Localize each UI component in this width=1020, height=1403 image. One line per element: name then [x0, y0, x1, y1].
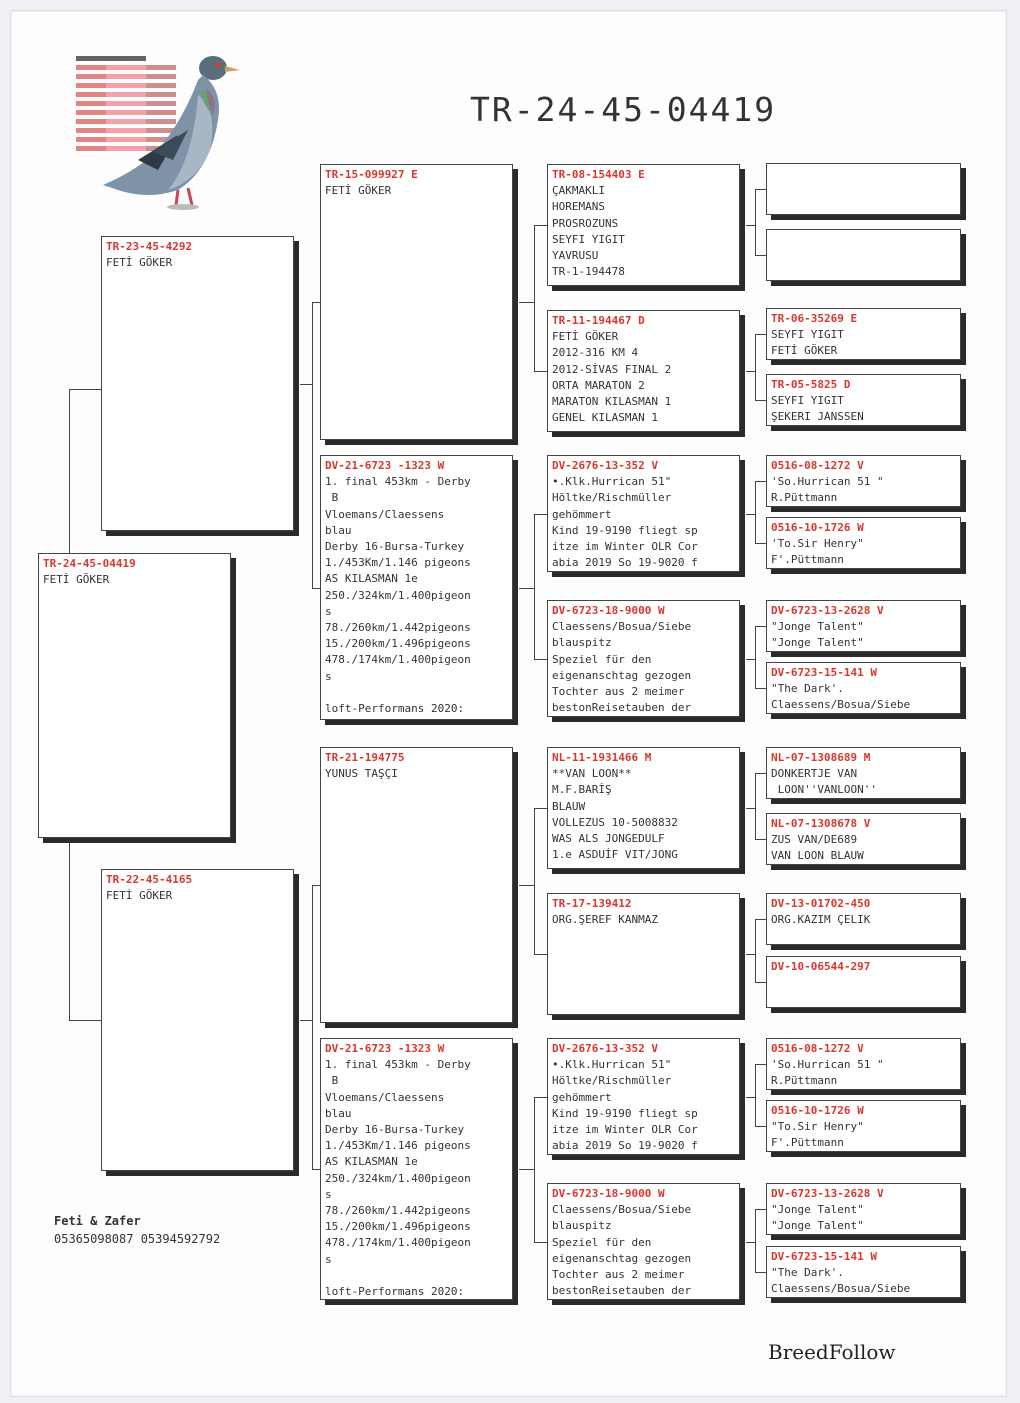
- pedigree-line: [325, 685, 508, 701]
- pedigree-line: •.Klk.Hurrican 51": [552, 1058, 672, 1072]
- pedigree-title: TR-24-45-04419: [470, 90, 777, 129]
- pedigree-box-g4-7: [766, 662, 961, 714]
- pedigree-line: Kind 19-9190 fliegt sp: [552, 523, 698, 537]
- pedigree-line: Kind 19-9190 fliegt sp: [552, 1106, 698, 1120]
- pedigree-line: 478./174km/1.400pigeon: [325, 1236, 471, 1250]
- pedigree-line: bestonReisetauben der: [552, 1284, 692, 1298]
- pigeon-logo: [68, 40, 258, 215]
- pedigree-line: 1./453Km/1.146 pigeons: [325, 556, 471, 570]
- pedigree-line: Höltke/Rischmüller: [552, 491, 672, 505]
- connector-line: [746, 954, 755, 955]
- pedigree-line: loft-Performans 2020:: [325, 1285, 465, 1299]
- connector-line: [755, 255, 766, 256]
- pedigree-box-g3-2: [547, 455, 740, 572]
- connector-line: [755, 626, 756, 688]
- connector-line: [746, 808, 755, 809]
- pedigree-line: "Jonge Talent": [771, 620, 864, 634]
- ring-number: [771, 166, 956, 182]
- pedigree-box-g3-0: [547, 164, 740, 286]
- pedigree-line: 'So.Hurrican 51 ": [771, 475, 884, 489]
- pedigree-line: blau: [325, 1106, 352, 1120]
- pedigree-line: ZUS VAN/DE689: [771, 833, 858, 847]
- pedigree-line: itze im Winter OLR Cor: [552, 540, 698, 554]
- pedigree-line: Derby 16-Bursa-Turkey: [325, 1123, 465, 1137]
- pedigree-line: •.Klk.Hurrican 51": [552, 475, 672, 489]
- pedigree-line: ORG.KAZIM ÇELIK: [771, 913, 871, 927]
- connector-line: [746, 1242, 755, 1243]
- breeder-names: Feti & Zafer: [54, 1214, 141, 1228]
- ring-number: TR-15-099927 E: [325, 168, 418, 181]
- pedigree-line: "Jonge Talent": [771, 1203, 864, 1217]
- ring-number: TR-08-154403 E: [552, 168, 645, 181]
- pedigree-line: 'So.Hurrican 51 ": [771, 1058, 884, 1072]
- connector-line: [755, 919, 756, 982]
- ring-number: NL-07-1308678 V: [771, 817, 871, 830]
- connector-line: [300, 1020, 312, 1021]
- connector-line: [534, 1097, 535, 1242]
- ring-number: DV-21-6723 -1323 W: [325, 1042, 445, 1055]
- pedigree-box-g3-3: [547, 600, 740, 717]
- pedigree-box-g3-5: [547, 893, 740, 1015]
- connector-line: [312, 302, 313, 588]
- connector-line: [312, 885, 313, 1169]
- connector-line: [755, 400, 766, 401]
- pedigree-line: Speziel für den: [552, 652, 652, 666]
- pedigree-line: M.F.BARİŞ: [552, 783, 612, 797]
- connector-line: [519, 885, 534, 886]
- ring-number: DV-6723-15-141 W: [771, 666, 877, 679]
- pedigree-line: 478./174km/1.400pigeon: [325, 653, 471, 667]
- connector-line: [746, 514, 755, 515]
- pedigree-line: B: [325, 491, 339, 505]
- pedigree-line: gehömmert: [552, 507, 612, 521]
- pedigree-line: WAS ALS JONGEDULF: [552, 832, 665, 846]
- pedigree-line: ŞEKERI JANSSEN: [771, 410, 864, 424]
- pedigree-line: Tochter aus 2 meimer: [552, 1268, 685, 1282]
- pedigree-line: R.Püttmann: [771, 491, 838, 505]
- pedigree-line: FETİ GÖKER: [106, 889, 173, 903]
- connector-line: [300, 384, 312, 385]
- pedigree-line: blauspitz: [552, 1219, 612, 1233]
- pedigree-line: 1.e ASDUİF VIT/JONG: [552, 848, 678, 862]
- ring-number: NL-07-1308689 M: [771, 751, 871, 764]
- pedigree-line: F'.Püttmann: [771, 553, 844, 567]
- pedigree-line: FETİ GÖKER: [325, 184, 392, 198]
- pedigree-line: ORG.ŞEREF KANMAZ: [552, 913, 658, 927]
- pedigree-line: 78./260km/1.442pigeons: [325, 621, 471, 635]
- pedigree-line: blauspitz: [552, 636, 612, 650]
- pedigree-line: FETİ GÖKER: [552, 330, 619, 344]
- pedigree-box-g3-6: [547, 1038, 740, 1155]
- pedigree-line: ÇAKMAKLI: [552, 184, 605, 198]
- pedigree-line: SEYFI YIGIT: [771, 394, 844, 408]
- connector-line: [755, 189, 756, 255]
- pedigree-line: VOLLEZUS 10-5008832: [552, 815, 678, 829]
- ring-number: TR-05-5825 D: [771, 378, 851, 391]
- ring-number: DV-6723-13-2628 V: [771, 604, 884, 617]
- ring-number: 0516-10-1726 W: [771, 1104, 864, 1117]
- pedigree-line: "The Dark'.: [771, 1266, 844, 1280]
- connector-line: [534, 225, 535, 371]
- pedigree-line: s: [325, 1187, 332, 1201]
- ring-number: DV-10-06544-297: [771, 960, 871, 973]
- pedigree-box-g0-0: [38, 553, 231, 838]
- connector-line: [755, 773, 766, 774]
- pedigree-line: s: [325, 1252, 332, 1266]
- pedigree-line: gehömmert: [552, 1090, 612, 1104]
- connector-line: [534, 659, 547, 660]
- pedigree-line: FETİ GÖKER: [106, 256, 173, 270]
- pedigree-line: "To.Sir Henry": [771, 1120, 864, 1134]
- connector-line: [534, 808, 547, 809]
- pedigree-line: abia 2019 So 19-9020 f: [552, 556, 698, 570]
- pedigree-line: Vloemans/Claessens: [325, 1090, 445, 1104]
- pedigree-box-g4-5: [766, 517, 961, 569]
- pedigree-line: **VAN LOON**: [552, 767, 632, 781]
- ring-number: 0516-10-1726 W: [771, 521, 864, 534]
- connector-line: [755, 982, 766, 983]
- ring-number: DV-13-01702-450: [771, 897, 871, 910]
- ring-number: TR-22-45-4165: [106, 873, 193, 886]
- connector-line: [755, 481, 766, 482]
- ring-number: DV-6723-18-9000 W: [552, 604, 665, 617]
- pedigree-line: TR-1-194478: [552, 265, 625, 279]
- ring-number: DV-21-6723 -1323 W: [325, 459, 445, 472]
- pedigree-line: SEYFI YIGIT: [552, 232, 625, 246]
- pedigree-line: loft-Performans 2020:: [325, 702, 465, 716]
- pedigree-line: FETİ GÖKER: [43, 573, 110, 587]
- pedigree-box-g2-2: [320, 747, 513, 1023]
- connector-line: [755, 481, 756, 543]
- connector-line: [755, 919, 766, 920]
- pedigree-box-g4-13: [766, 1100, 961, 1152]
- connector-line: [534, 514, 535, 659]
- connector-line: [534, 371, 547, 372]
- connector-line: [312, 885, 320, 886]
- pedigree-line: GENEL KILASMAN 1: [552, 411, 658, 425]
- connector-line: [755, 189, 766, 190]
- connector-line: [755, 334, 766, 335]
- pedigree-line: 1. final 453km - Derby: [325, 1058, 471, 1072]
- connector-line: [312, 1169, 320, 1170]
- pedigree-line: Claessens/Bosua/Siebe: [552, 620, 692, 634]
- brand-logo: BreedFollow: [768, 1340, 896, 1364]
- pedigree-line: 1. final 453km - Derby: [325, 475, 471, 489]
- connector-line: [534, 514, 547, 515]
- pedigree-line: B: [325, 1074, 339, 1088]
- pedigree-line: YUNUS TAŞÇI: [325, 767, 398, 781]
- ring-number: DV-6723-15-141 W: [771, 1250, 877, 1263]
- breeder-phones: 05365098087 05394592792: [54, 1232, 221, 1246]
- ring-number: NL-11-1931466 M: [552, 751, 652, 764]
- pedigree-box-g4-2: [766, 308, 961, 360]
- ring-number: 0516-08-1272 V: [771, 459, 864, 472]
- pedigree-line: PROSROZUNS: [552, 216, 619, 230]
- connector-line: [746, 659, 755, 660]
- pedigree-line: eigenanschtag gezogen: [552, 1251, 692, 1265]
- connector-line: [755, 334, 756, 400]
- connector-line: [746, 371, 755, 372]
- pedigree-box-g3-7: [547, 1183, 740, 1300]
- pedigree-box-g4-8: [766, 747, 961, 799]
- pedigree-line: AS KILASMAN 1e: [325, 1155, 418, 1169]
- pedigree-line: VAN LOON BLAUW: [771, 849, 864, 863]
- connector-line: [534, 1097, 547, 1098]
- pedigree-line: DONKERTJE VAN: [771, 767, 858, 781]
- pedigree-box-g1-0: [101, 236, 294, 531]
- pedigree-line: Tochter aus 2 meimer: [552, 685, 685, 699]
- pedigree-box-g4-14: [766, 1183, 961, 1235]
- pedigree-line: Derby 16-Bursa-Turkey: [325, 540, 465, 554]
- connector-line: [519, 588, 534, 589]
- ring-number: TR-11-194467 D: [552, 314, 645, 327]
- pedigree-line: 'To.Sir Henry": [771, 537, 864, 551]
- ring-number: DV-6723-18-9000 W: [552, 1187, 665, 1200]
- ring-number: TR-23-45-4292: [106, 240, 193, 253]
- pedigree-line: 2012-SİVAS FINAL 2: [552, 362, 672, 376]
- ring-number: DV-2676-13-352 V: [552, 459, 658, 472]
- pedigree-line: "Jonge Talent": [771, 636, 864, 650]
- pedigree-line: HOREMANS: [552, 200, 605, 214]
- pedigree-box-g4-10: [766, 893, 961, 945]
- connector-line: [755, 1064, 756, 1126]
- pedigree-line: s: [325, 604, 332, 618]
- pedigree-box-g4-4: [766, 455, 961, 507]
- pedigree-line: Claessens/Bosua/Siebe: [771, 698, 911, 712]
- pedigree-line: YAVRUSU: [552, 249, 599, 263]
- pedigree-box-g4-3: [766, 374, 961, 426]
- ring-number: TR-24-45-04419: [43, 557, 136, 570]
- pedigree-line: FETİ GÖKER: [771, 344, 838, 358]
- connector-line: [755, 1064, 766, 1065]
- pedigree-line: R.Püttmann: [771, 1074, 838, 1088]
- connector-line: [519, 302, 534, 303]
- connector-line: [755, 1272, 766, 1273]
- connector-line: [755, 839, 766, 840]
- ring-number: TR-17-139412: [552, 897, 632, 910]
- pedigree-line: itze im Winter OLR Cor: [552, 1123, 698, 1137]
- connector-line: [519, 1169, 534, 1170]
- ring-number: [771, 232, 956, 248]
- pedigree-box-g2-1: [320, 455, 513, 720]
- pedigree-line: SEYFI YIGIT: [771, 328, 844, 342]
- connector-line: [69, 1020, 101, 1021]
- pedigree-line: 250./324km/1.400pigeon: [325, 588, 471, 602]
- pedigree-box-g2-3: [320, 1038, 513, 1300]
- pedigree-line: abia 2019 So 19-9020 f: [552, 1139, 698, 1153]
- pedigree-line: 15./200km/1.496pigeons: [325, 1220, 471, 1234]
- pedigree-line: Claessens/Bosua/Siebe: [771, 1282, 911, 1296]
- pedigree-line: "Jonge Talent": [771, 1219, 864, 1233]
- pedigree-box-g3-4: [547, 747, 740, 869]
- pedigree-line: MARATON KILASMAN 1: [552, 395, 672, 409]
- connector-line: [534, 225, 547, 226]
- pedigree-box-g4-1: [766, 229, 961, 281]
- connector-line: [755, 626, 766, 627]
- connector-line: [534, 808, 535, 954]
- pedigree-line: 1./453Km/1.146 pigeons: [325, 1139, 471, 1153]
- pedigree-line: Höltke/Rischmüller: [552, 1074, 672, 1088]
- pedigree-line: BLAUW: [552, 799, 586, 813]
- connector-line: [746, 225, 755, 226]
- connector-line: [746, 1097, 755, 1098]
- pedigree-line: F'.Püttmann: [771, 1136, 844, 1150]
- pedigree-box-g4-6: [766, 600, 961, 652]
- pedigree-box-g1-1: [101, 869, 294, 1171]
- pedigree-line: s: [325, 669, 332, 683]
- connector-line: [534, 1242, 547, 1243]
- connector-line: [755, 1209, 766, 1210]
- connector-line: [312, 588, 320, 589]
- pedigree-line: ORTA MARATON 2: [552, 378, 645, 392]
- pedigree-line: bestonReisetauben der: [552, 701, 692, 715]
- pedigree-box-g3-1: [547, 310, 740, 432]
- ring-number: DV-6723-13-2628 V: [771, 1187, 884, 1200]
- pedigree-line: 2012-316 KM 4: [552, 346, 639, 360]
- pedigree-box-g4-0: [766, 163, 961, 215]
- pigeon-icon: [98, 40, 258, 215]
- pedigree-box-g4-11: [766, 956, 961, 1008]
- connector-line: [755, 1126, 766, 1127]
- pedigree-line: Claessens/Bosua/Siebe: [552, 1203, 692, 1217]
- pedigree-line: Speziel für den: [552, 1235, 652, 1249]
- pedigree-box-g4-9: [766, 813, 961, 865]
- pedigree-line: eigenanschtag gezogen: [552, 668, 692, 682]
- pedigree-line: Vloemans/Claessens: [325, 507, 445, 521]
- connector-line: [755, 1209, 756, 1272]
- ring-number: 0516-08-1272 V: [771, 1042, 864, 1055]
- connector-line: [534, 954, 547, 955]
- pedigree-line: "The Dark'.: [771, 682, 844, 696]
- connector-line: [755, 543, 766, 544]
- pedigree-box-g4-15: [766, 1246, 961, 1298]
- ring-number: DV-2676-13-352 V: [552, 1042, 658, 1055]
- pedigree-line: LOON''VANLOON'': [771, 783, 877, 797]
- connector-line: [755, 688, 766, 689]
- connector-line: [312, 302, 320, 303]
- pedigree-line: blau: [325, 523, 352, 537]
- pedigree-box-g4-12: [766, 1038, 961, 1090]
- connector-line: [69, 389, 101, 390]
- connector-line: [755, 773, 756, 839]
- pedigree-box-g2-0: [320, 164, 513, 440]
- pedigree-line: [325, 1268, 508, 1284]
- pedigree-line: AS KILASMAN 1e: [325, 572, 418, 586]
- ring-number: TR-21-194775: [325, 751, 405, 764]
- pedigree-line: 250./324km/1.400pigeon: [325, 1171, 471, 1185]
- pedigree-line: 15./200km/1.496pigeons: [325, 637, 471, 651]
- ring-number: TR-06-35269 E: [771, 312, 858, 325]
- pedigree-line: 78./260km/1.442pigeons: [325, 1204, 471, 1218]
